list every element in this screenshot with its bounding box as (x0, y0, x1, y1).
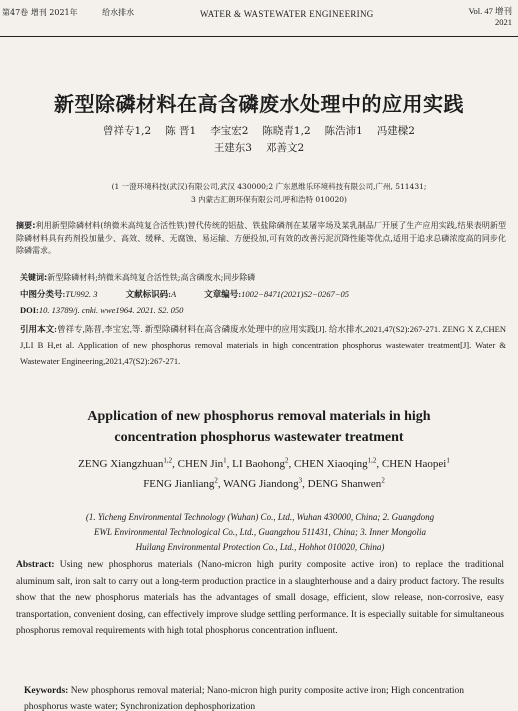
keywords-en (24, 683, 508, 711)
journal-volume (468, 6, 512, 28)
author-name-cn: 邓善文2 (266, 142, 305, 154)
article-title-en (0, 406, 518, 448)
affiliation-marker: 1 (223, 456, 227, 464)
abstract-label-cn: 摘要: (16, 221, 36, 230)
author-name-cn: 王建东3 (213, 142, 252, 154)
author-list-cn (0, 123, 518, 157)
article-no-value: 1002−8471(2021)S2−0267−05 (241, 289, 349, 299)
abstract-text-en: Using new phosphorus materials (Nano-micron high purity composite active iron) to replace the traditional aluminum salt, iron salt to carry out a long-term production practice in a slaughterhouse and a dairy product factory. The results show that the new phosphorus materials has the advantages of small dosage, efficient, slow release, non-corrosive, easy transportation, convenient dosing, can effectively improve sludge settling performance. It is especially suitable for simultaneous phosphorus removal requirements with high total phosphorus concentration influent. (16, 560, 504, 636)
author-name-en: CHEN Jin$^1$, (177, 456, 233, 470)
affiliation-marker: 2 (285, 456, 289, 464)
author-name: CHEN Haopei (381, 457, 447, 470)
classification-row (20, 288, 506, 300)
abstract-cn (16, 220, 506, 258)
title-line: Application of new phosphorus removal materials in high (87, 409, 431, 424)
affiliation-marker: 1 (446, 456, 450, 464)
author-name: FENG Jianliang (143, 478, 215, 491)
affiliation-line: Huilang Environmental Protection Co., Ltd., Hohhot 010020, China) (135, 542, 385, 552)
journal-issue-cn (2, 7, 134, 18)
author-name-cn: 冯建樑2 (376, 125, 415, 137)
keywords-cn (20, 272, 506, 283)
abstract-en (16, 557, 504, 640)
affiliations-en (12, 510, 508, 555)
author-name-en: WANG Jiandong$^3$, (223, 476, 308, 491)
author-name-cn: 李宝宏2 (210, 125, 249, 137)
clc-field (20, 289, 97, 299)
citation-label: 引用本文: (20, 324, 58, 334)
affiliation-line: EWL Environmental Technological Co., Ltd., Guangzhou 511431, China; 3. Inner Mongolia (94, 527, 426, 537)
affiliation-marker: 2 (214, 476, 218, 485)
author-name-en (382, 458, 450, 470)
article-no-label: 文章编号: (204, 289, 242, 299)
keywords-label-en: Keywords: (24, 686, 69, 696)
author-name: DENG Shanwen (307, 478, 382, 491)
doc-code-value: A (170, 289, 177, 299)
author-name: CHEN Xiaoqing (294, 457, 368, 470)
keywords-text-en: New phosphorus removal material; Nano-micron high purity composite active iron; High concentration phosphorus waste water; Synchronization dephosphorization (24, 686, 465, 711)
affiliation-marker: 2 (381, 476, 385, 485)
author-row-cn-2 (0, 140, 518, 157)
volume-label: Vol. 47 增刊 (468, 6, 512, 16)
affiliation-marker: 1,2 (163, 456, 173, 464)
author-name: CHEN Jin (177, 457, 224, 470)
article-no-field (204, 289, 349, 299)
author-name-en: CHEN Xiaoqing$^{1,2}$, (294, 456, 382, 470)
author-list-en (30, 452, 498, 493)
clc-label: 中图分类号: (20, 289, 66, 299)
affiliation-line: (1. Yicheng Environmental Technology (Wuhan) Co., Ltd., Wuhan 430000, China; 2. Guangdong (85, 512, 435, 522)
author-name-cn: 陈晓青1,2 (262, 125, 311, 137)
header-rule (0, 36, 518, 37)
abstract-text-cn: 利用新型除磷材料(纳微米高纯复合活性铁)替代传统的铝盐、铁盐除磷剂在某屠宰场及某乳制品厂开展了生产应用实践,结果表明新型除磷材料具有药剂投加量少、高效、缓释、无腐蚀、易运输、方便投加,可有效的改善污泥沉降性能等优点,适用于追求总磷浓度高的同步化除磷需求。 (16, 221, 507, 255)
affiliation-line: (1 一澄环境科技(武汉)有限公司,武汉 430000;2 广东恩维乐环境科技有限公司,广州, 511431; (111, 182, 427, 191)
author-row-en-1 (30, 452, 498, 473)
author-name: ZENG Xiangzhuan (78, 457, 164, 470)
affiliation-marker: 1,2 (367, 456, 377, 464)
author-row-en-2 (30, 473, 498, 494)
citation-text: 曾祥专,陈晋,李宝宏,等. 新型除磷材料在高含磷废水处理中的应用实践[J]. 给水排水,2021,47(S2):267-271. ZENG X Z,CHEN J,LI B H,et al. Application of new phosphorus removal materials in high concentration phosphorus wastewater treatment[J]. Water & Wastewater Engineering,2021,47(S2):267-271. (20, 324, 506, 366)
clc-value: TU992. 3 (65, 289, 98, 299)
author-name-cn: 陈浩沛1 (324, 125, 363, 137)
doi-value[interactable]: 10. 13789/j. cnki. wwe1964. 2021. S2. 050 (38, 305, 184, 315)
author-name: LI Baohong (232, 457, 285, 470)
author-name-en: FENG Jianliang$^2$, (143, 476, 224, 491)
author-name-cn: 曾祥专1,2 (103, 125, 152, 137)
affiliation-line: 3 内蒙古汇朗环保有限公司,呼和浩特 010020) (191, 195, 347, 204)
title-line: concentration phosphorus wastewater treatment (114, 430, 404, 445)
issue-label: 第47卷 增刊 2021年 (2, 8, 78, 17)
abstract-label-en: Abstract: (16, 560, 55, 570)
doc-code-field (126, 289, 177, 299)
article-title-cn: 新型除磷材料在高含磷废水处理中的应用实践 (54, 92, 464, 116)
author-name-en (308, 478, 385, 490)
doi-line (20, 305, 183, 315)
author-name: WANG Jiandong (223, 478, 299, 491)
citation-block (20, 321, 506, 369)
doi-label: DOI: (20, 305, 39, 315)
page-header (0, 5, 518, 31)
journal-name-en: WATER & WASTEWATER ENGINEERING (200, 9, 374, 19)
author-row-cn-1 (0, 123, 518, 140)
keywords-text-cn: 新型除磷材料;纳微米高纯复合活性铁;高含磷废水;同步除磷 (47, 273, 256, 282)
affiliations-cn (40, 180, 498, 206)
volume-year: 2021 (495, 17, 512, 27)
doc-code-label: 文献标识码: (125, 289, 171, 299)
author-name-en: LI Baohong$^2$, (232, 456, 294, 470)
author-name-cn: 陈 晋1 (165, 125, 197, 137)
journal-name-cn: 给水排水 (102, 8, 135, 17)
affiliation-marker: 3 (298, 476, 303, 485)
keywords-label-cn: 关键词: (20, 273, 48, 282)
author-name-en: ZENG Xiangzhuan$^{1,2}$, (78, 456, 178, 470)
